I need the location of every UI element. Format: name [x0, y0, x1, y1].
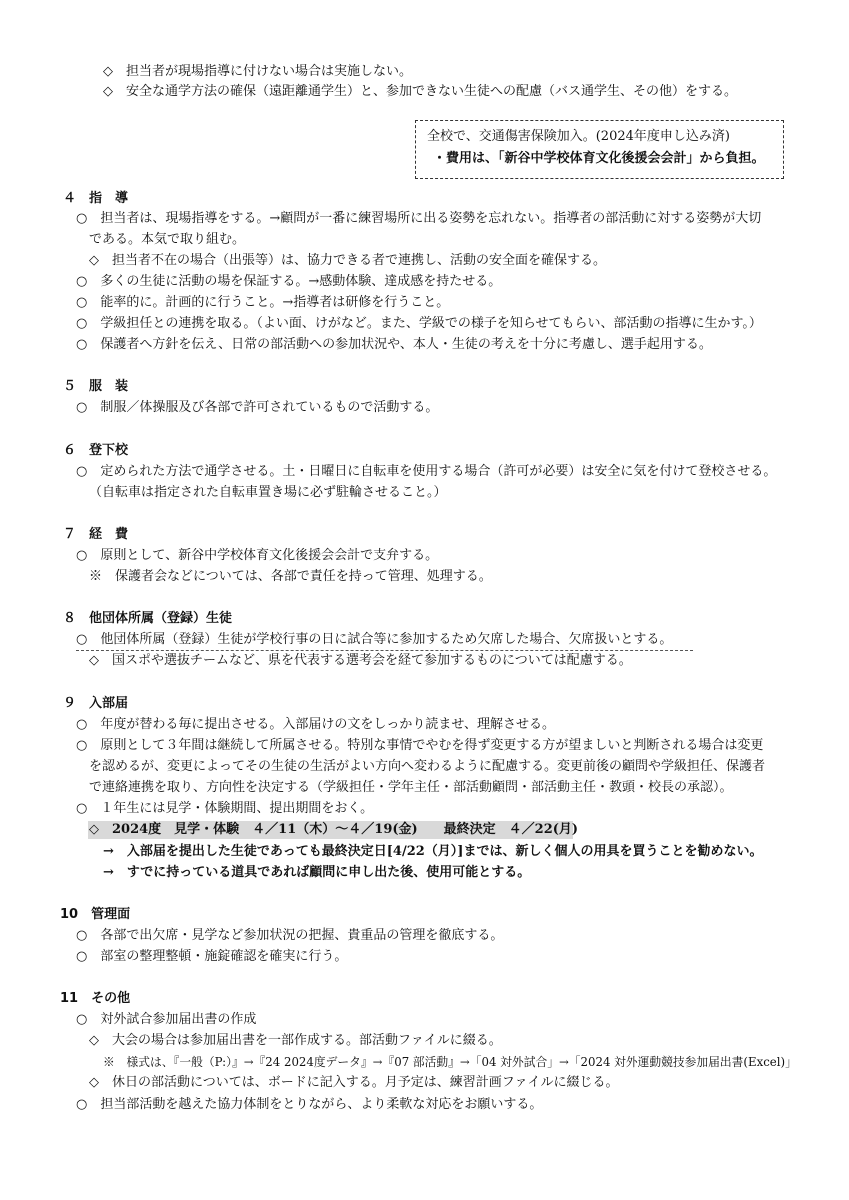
section-9-heading: ９ 入部届	[63, 696, 129, 711]
s4-item-2: ○ 多くの生徒に活動の場を保証する。→感動体験、達成感を持たせる。	[76, 274, 502, 289]
s8-item-1-underline	[76, 650, 693, 651]
section-8-heading: ８ 他団体所属（登録）生徒	[63, 611, 233, 626]
insurance-note-line-2: ・費用は、「新谷中学校体育文化後援会会計」から負担。	[433, 151, 765, 166]
section-7-heading: ７ 経 費	[63, 527, 129, 542]
s9-arrow-note-1: → 入部届を提出した生徒であっても最終決定日[4/22（月）]までは、新しく個人の用具を買うことを勧めない。	[103, 844, 763, 859]
s11-item-2: ○ 担当部活動を越えた協力体制をとりながら、より柔軟な対応をお願いする。	[76, 1097, 543, 1112]
s4-subitem: ◇ 担当者不在の場合（出張等）は、協力できる者で連携し、活動の安全面を確保する。	[89, 253, 606, 268]
section-11-heading: 11 その他	[60, 991, 131, 1006]
s5-item-1: ○ 制服／体操服及び各部で許可されているもので活動する。	[76, 400, 439, 415]
s6-item-1-cont: （自転車は指定された自転車置き場に必ず駐輪させること。）	[89, 485, 447, 500]
s9-item-2: ○ 原則として３年間は継続して所属させる。特別な事情でやむを得ず変更する方が望ましいと判断される場合は変更	[76, 738, 764, 753]
s11-subitem-1: ◇ 大会の場合は参加届出書を一部作成する。部活動ファイルに綴る。	[89, 1033, 502, 1048]
s4-item-3: ○ 能率的に。計画的に行うこと。→指導者は研修を行うこと。	[76, 295, 450, 310]
s11-form-path-note: ※ 様式は、『一般（P:）』→『24 2024度データ』→『07 部活動』→「04 対外試合」→「2024 対外運動競技参加届出書(Excel)」	[103, 1055, 797, 1069]
s7-item-1: ○ 原則として、新谷中学校体育文化後援会会計で支弁する。	[76, 548, 439, 563]
s4-item-5: ○ 保護者へ方針を伝え、日常の部活動への参加状況や、本人・生徒の考えを十分に考慮し、選手起用する。	[76, 337, 712, 352]
section-6-heading: ６ 登下校	[63, 443, 129, 458]
section-4-heading: ４ 指 導	[63, 191, 129, 206]
s4-item-4: ○ 学級担任との連携を取る。（よい面、けがなど。また、学級での様子を知らせてもらい、部活動の指導に生かす。）	[76, 316, 762, 331]
intro-bullet-1: ◇ 担当者が現場指導に付けない場合は実施しない。	[103, 64, 412, 79]
s4-item-1-cont: である。本気で取り組む。	[89, 232, 246, 247]
s11-subitem-2: ◇ 休日の部活動については、ボードに記入する。月予定は、練習計画ファイルに綴じる。	[89, 1075, 619, 1090]
s9-item-2-cont-2: で連絡連携を取り、方向性を決定する（学級担任・学年主任・部活動顧問・部活動主任・教頭・校長の承認）。	[89, 780, 733, 795]
s9-schedule: ◇ 2024度 見学・体験 ４／11（木）～４／19(金) 最終決定 ４／22(月)	[89, 822, 579, 837]
insurance-note-line-1: 全校で、交通傷害保険加入。(2024年度申し込み済)	[427, 129, 730, 144]
s9-item-1: ○ 年度が替わる毎に提出させる。入部届けの文をしっかり読ませ、理解させる。	[76, 717, 555, 732]
s10-item-2: ○ 部室の整理整頓・施錠確認を確実に行う。	[76, 949, 348, 964]
s11-item-1: ○ 対外試合参加届出書の作成	[76, 1012, 257, 1027]
s7-note: ※ 保護者会などについては、各部で責任を持って管理、処理する。	[89, 569, 492, 584]
s8-item-1: ○ 他団体所属（登録）生徒が学校行事の日に試合等に参加するため欠席した場合、欠席扱いとする。	[76, 632, 673, 647]
intro-bullet-2: ◇ 安全な通学方法の確保（遠距離通学生）と、参加できない生徒への配慮（バス通学生、その他）をする。	[103, 84, 737, 99]
s9-item-2-cont-1: を認めるが、変更によってその生徒の生活がよい方向へ変わるように配慮する。変更前後の顧問や学級担任、保護者	[89, 759, 766, 774]
s6-item-1: ○ 定められた方法で通学させる。土・日曜日に自転車を使用する場合（許可が必要）は安全に気を付けて登校させる。	[76, 464, 777, 479]
section-5-heading: ５ 服 装	[63, 379, 129, 394]
s9-arrow-note-2: → すでに持っている道具であれば顧問に申し出た後、使用可能とする。	[103, 865, 531, 880]
s8-subitem: ◇ 国スポや選抜チームなど、県を代表する選考会を経て参加するものについては配慮する。	[89, 653, 632, 668]
s10-item-1: ○ 各部で出欠席・見学など参加状況の把握、貴重品の管理を徹底する。	[76, 928, 504, 943]
section-10-heading: 10 管理面	[60, 907, 131, 922]
s4-item-1: ○ 担当者は、現場指導をする。→顧問が一番に練習場所に出る姿勢を忘れない。指導者の部活動に対する姿勢が大切	[76, 211, 762, 226]
s9-item-3: ○ １年生には見学・体験期間、提出期間をおく。	[76, 801, 374, 816]
